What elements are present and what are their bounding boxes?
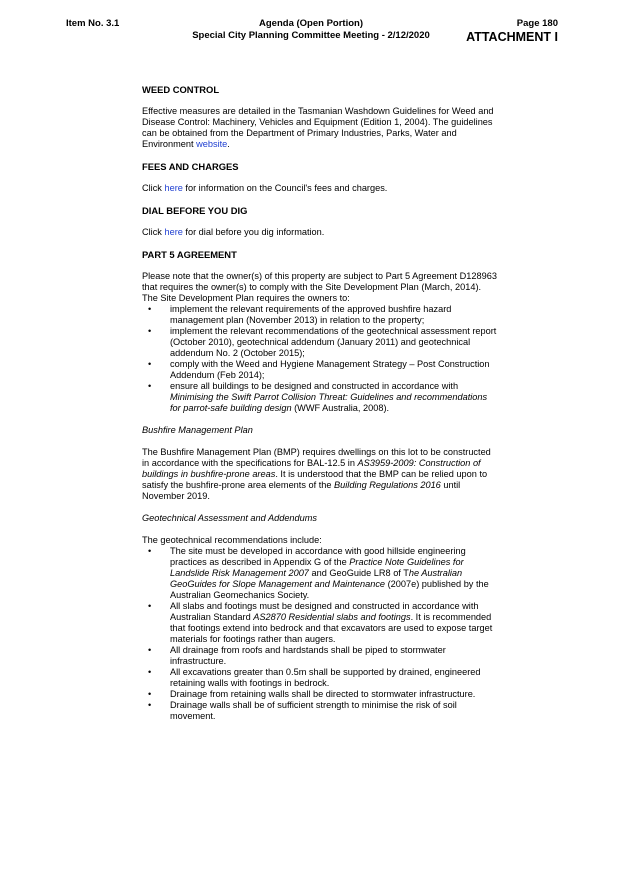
header-right <box>466 18 558 44</box>
bushfire-subheading: Bushfire Management Plan <box>142 425 253 435</box>
bushfire-t2: . It is understood that the BMP can be relied upon to satisfy the bushfire-prone area elements of the <box>142 469 488 490</box>
fees-here-link[interactable]: here <box>164 183 183 193</box>
geo-b2-t2: . It is recommended that footings extend into bedrock and that excavators are used to expose target materials for footings rather than augers. <box>170 612 493 644</box>
fees-heading: FEES AND CHARGES <box>142 161 239 172</box>
list-item: • All excavations greater than 0.5m shall be supported by drained, engineered retaining walls with footings in bedrock. <box>142 667 498 689</box>
dial-pre: Click <box>142 227 165 237</box>
geo-b1-i1: Practice Note Guidelines for Landslide Risk Management 2007 <box>170 557 464 578</box>
geo-b2-i1: AS2870 Residential slabs and footings <box>253 612 411 622</box>
page-number: Page 180 <box>516 18 558 29</box>
bushfire-i2: Building Regulations 2016 <box>334 480 441 490</box>
weed-control-heading: WEED CONTROL <box>142 84 220 95</box>
geo-list <box>142 546 498 722</box>
dial-here-link[interactable]: here <box>164 227 183 237</box>
geo-b1-t3: (2007e) published by the Australian Geomechanics Society. <box>170 579 489 600</box>
bushfire-t1: The Bushfire Management Plan (BMP) requires dwellings on this lot to be constructed in accordance with the specifications for BAL-12.5 in <box>142 447 491 468</box>
b4-italic: Minimising the Swift Parrot Collision Threat: Guidelines and recommendations for parrot-safe building design <box>170 392 488 413</box>
geo-subheading: Geotechnical Assessment and Addendums <box>142 513 318 523</box>
part5-heading: PART 5 AGREEMENT <box>142 249 237 260</box>
meeting-label: Special City Planning Committee Meeting - 2/12/2020 <box>192 30 430 41</box>
dial-post: for dial before you dig information. <box>182 227 325 237</box>
dial-heading: DIAL BEFORE YOU DIG <box>142 205 248 216</box>
geo-b2-t1: All slabs and footings must be designed and constructed in accordance with Australian Standard <box>170 601 479 622</box>
weed-control-body: Effective measures are detailed in the Tasmanian Washdown Guidelines for Weed and Disease Control: Machinery, Vehicles and Equipment (Edition 1, 2004). The guidelines can be obtained from the Department of Primary Industries, Parks, Water and Environment <box>142 106 494 149</box>
part5-list <box>142 304 498 414</box>
list-item: • Drainage from retaining walls shall be directed to stormwater infrastructure. <box>142 689 498 700</box>
geo-b1-i2: he Australian GeoGuides for Slope Management and Maintenance <box>170 568 463 589</box>
list-item <box>142 601 498 645</box>
geo-intro: The geotechnical recommendations include: <box>142 535 322 545</box>
attachment-label: ATTACHMENT I <box>466 30 558 44</box>
weed-control-text <box>142 106 498 150</box>
bushfire-i1: AS3959-2009: Construction of buildings in bushfire-prone areas <box>142 458 481 479</box>
list-item: • implement the relevant requirements of the approved bushfire hazard management plan (November 2013) in relation to the property; <box>142 304 498 326</box>
list-item: • implement the relevant recommendations of the geotechnical assessment report (October 2010), geotechnical addendum (January 2011) and geotechnical addendum No. 2 (October 2015); <box>142 326 498 359</box>
dial-text <box>142 227 498 238</box>
weed-control-end: . <box>227 139 230 149</box>
document-body <box>142 84 498 733</box>
website-link[interactable]: website <box>196 139 228 149</box>
bushfire-text <box>142 447 498 502</box>
item-number: Item No. 3.1 <box>66 18 120 29</box>
b4-pre: ensure all buildings to be designed and constructed in accordance with <box>170 381 459 391</box>
fees-text <box>142 183 498 194</box>
fees-pre: Click <box>142 183 165 193</box>
geo-b1-t2: and GeoGuide LR8 of T <box>308 568 409 578</box>
list-item <box>142 381 498 414</box>
part5-intro: Please note that the owner(s) of this property are subject to Part 5 Agreement D128963 that requires the owner(s) to comply with the Site Development Plan (March, 2014). The Site Development Plan requires the owners to: <box>142 271 497 303</box>
geo-b1-t1: The site must be developed in accordance with good hillside engineering practices as described in Appendix G of the <box>170 546 466 567</box>
agenda-label: Agenda (Open Portion) <box>259 18 363 29</box>
bushfire-t3: until November 2019. <box>142 480 461 501</box>
list-item: • All drainage from roofs and hardstands shall be piped to stormwater infrastructure. <box>142 645 498 667</box>
list-item: • comply with the Weed and Hygiene Management Strategy – Post Construction Addendum (Feb 2014); <box>142 359 498 381</box>
fees-post: for information on the Council's fees and charges. <box>182 183 388 193</box>
list-item: • Drainage walls shall be of sufficient strength to minimise the risk of soil movement. <box>142 700 498 722</box>
list-item <box>142 546 498 601</box>
b4-post: (WWF Australia, 2008). <box>291 403 390 413</box>
